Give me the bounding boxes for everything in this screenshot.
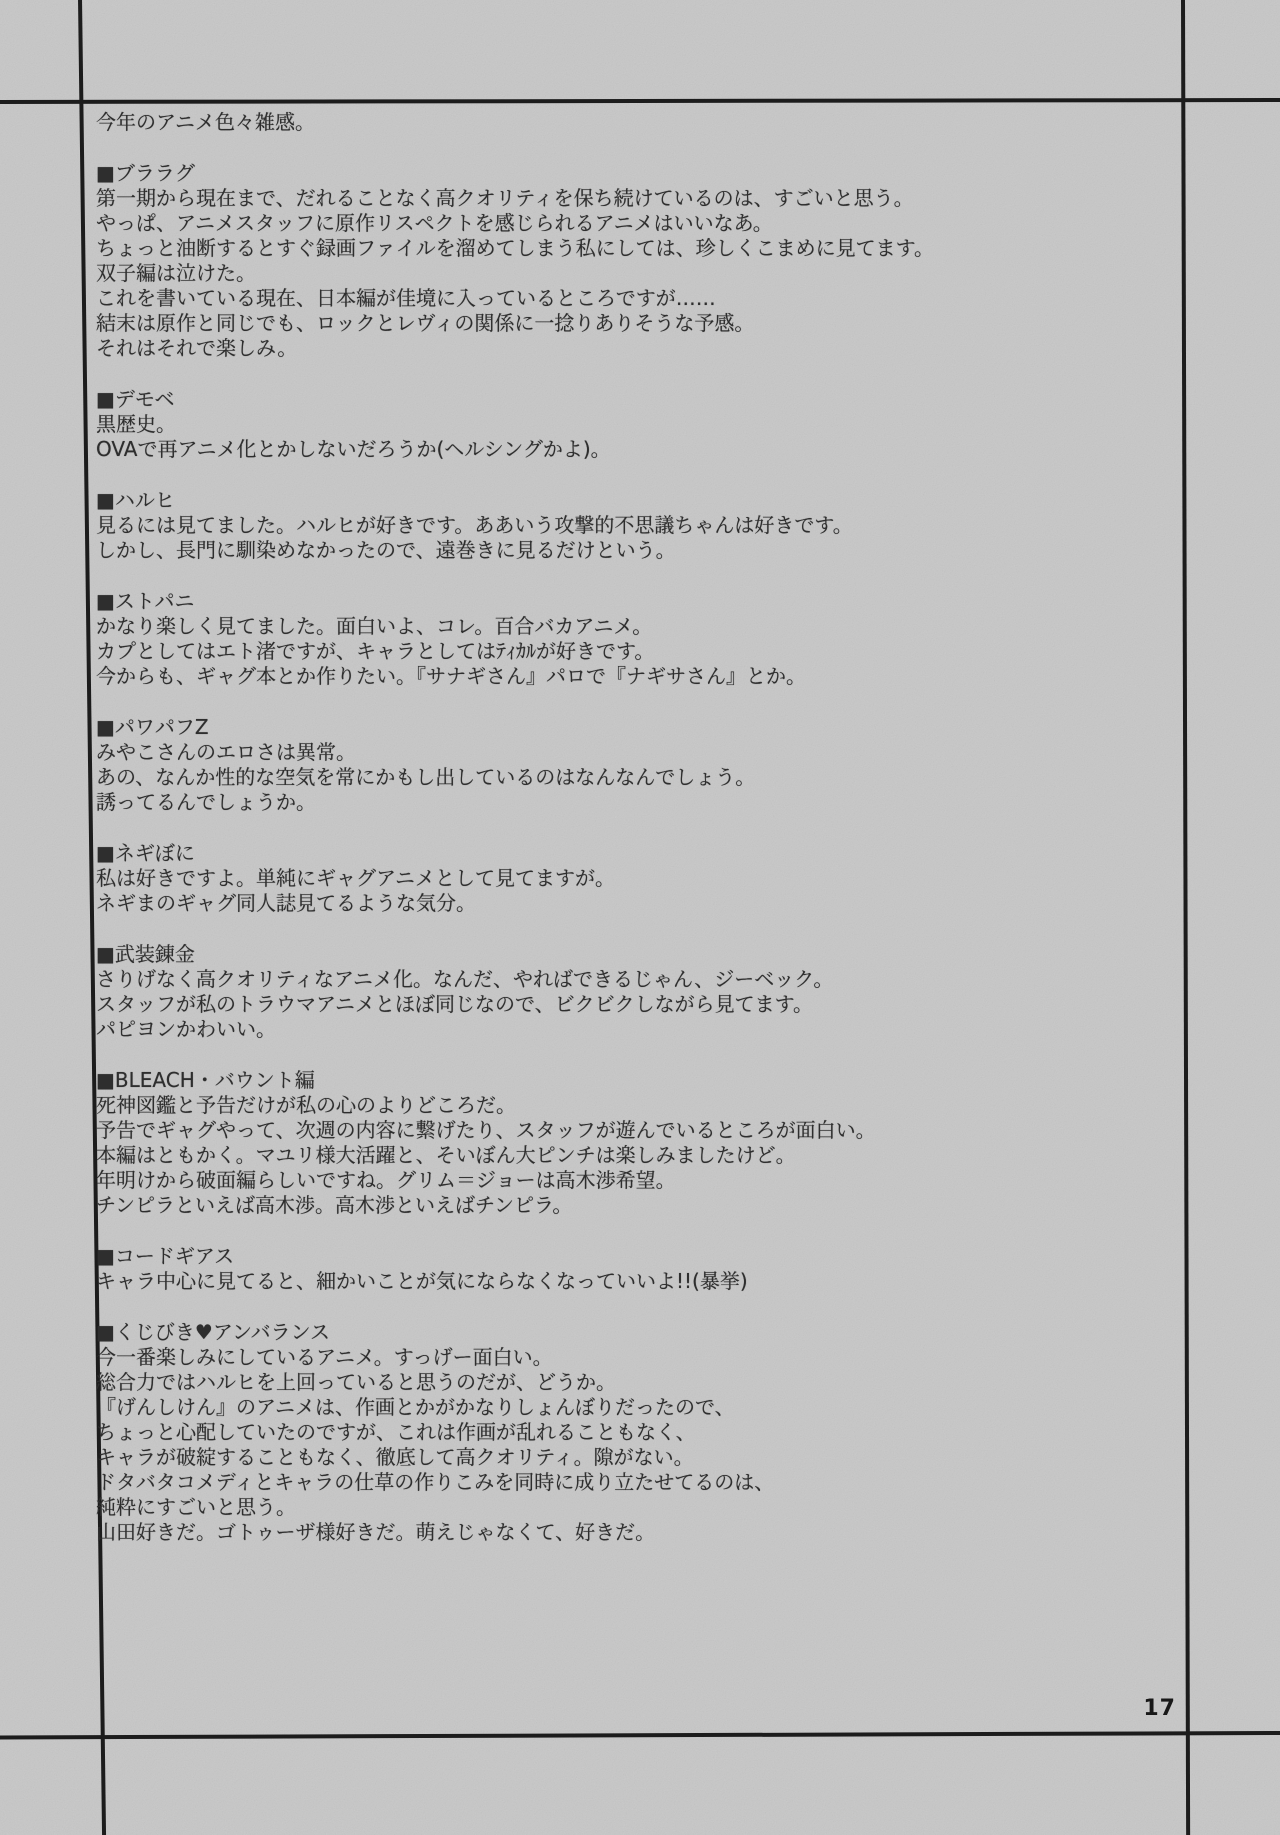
section-line: 見るには見てました。ハルヒが好きです。ああいう攻撃的不思議ちゃんは好きです。 [96, 513, 853, 537]
section-heading: ■ブララグ [96, 161, 195, 185]
section-line: 山田好きだ。ゴトゥーザ様好きだ。萌えじゃなくて、好きだ。 [96, 1520, 656, 1544]
section-line: それはそれで楽しみ。 [96, 336, 298, 360]
section-line: 第一期から現在まで、だれることなく高クオリティを保ち続けているのは、すごいと思う。 [96, 186, 914, 210]
section-line: 純粋にすごいと思う。 [96, 1495, 296, 1519]
section-line: 今一番楽しみにしているアニメ。すっげー面白い。 [96, 1345, 553, 1369]
section-demonbane [96, 387, 966, 462]
page-number: 17 [1143, 1696, 1176, 1721]
section-line: さりげなく高クオリティなアニメ化。なんだ、やればできるじゃん、ジーベック。 [96, 967, 834, 991]
section-line: チンピラといえば高木渉。高木渉といえばチンピラ。 [96, 1193, 573, 1217]
section-line: やっぱ、アニメスタッフに原作リスペクトを感じられるアニメはいいなあ。 [96, 211, 773, 235]
section-heading: ■BLEACH・バウント編 [96, 1068, 315, 1092]
section-haruhi [96, 488, 966, 563]
section-codegeass [96, 1244, 966, 1294]
section-heading: ■ハルヒ [96, 488, 175, 512]
section-heading: ■ネギぼに [96, 841, 195, 865]
section-line: みやこさんのエロさは異常。 [96, 740, 356, 764]
page-border-bottom [0, 1731, 1280, 1739]
section-powerpuffz [96, 715, 966, 815]
page-border-top [0, 98, 1280, 104]
page-content [96, 110, 966, 1545]
section-bleach [96, 1068, 966, 1218]
section-busourenkin [96, 942, 966, 1042]
section-heading: ■武装錬金 [96, 942, 195, 966]
section-line: キャラ中心に見てると、細かいことが気にならなくなっていいよ!!(暴挙) [96, 1269, 748, 1293]
section-line: 総合力ではハルヒを上回っていると思うのだが、どうか。 [96, 1370, 616, 1394]
section-line: 誘ってるんでしょうか。 [96, 790, 316, 814]
section-line: 結末は原作と同じでも、ロックとレヴィの関係に一捻りありそうな予感。 [96, 311, 755, 335]
section-line: キャラが破綻することもなく、徹底して高クオリティ。隙がない。 [96, 1445, 694, 1469]
section-heading: ■ストパニ [96, 589, 195, 613]
section-heading: ■パワパフZ [96, 715, 209, 739]
section-line: 死神図鑑と予告だけが私の心のよりどころだ。 [96, 1093, 516, 1117]
section-line: 黒歴史。 [96, 412, 176, 436]
section-line: 双子編は泣けた。 [96, 261, 256, 285]
section-line: ネギまのギャグ同人誌見てるような気分。 [96, 891, 476, 915]
section-heading: ■コードギアス [96, 1244, 235, 1268]
section-kujibiki-unbalance [96, 1320, 966, 1545]
section-line: 私は好きですよ。単純にギャグアニメとして見てますが。 [96, 866, 615, 890]
section-line: 本編はともかく。マユリ様大活躍と、そいぼん大ピンチは楽しみましたけど。 [96, 1143, 796, 1167]
section-heading: ■デモベ [96, 387, 175, 411]
section-line: あの、なんか性的な空気を常にかもし出しているのはなんなんでしょう。 [96, 765, 756, 789]
section-blacklagoon [96, 161, 966, 361]
section-strawberrypanic [96, 589, 966, 689]
section-line: パピヨンかわいい。 [96, 1017, 276, 1041]
section-line: スタッフが私のトラウマアニメとほぼ同じなので、ビクビクしながら見てます。 [96, 992, 813, 1016]
section-line: 予告でギャグやって、次週の内容に繋げたり、スタッフが遊んでいるところが面白い。 [96, 1118, 876, 1142]
section-line: 今からも、ギャグ本とか作りたい。『サナギさん』パロで『ナギサさん』とか。 [96, 664, 806, 688]
section-heading: ■くじびき♥アンバランス [96, 1320, 331, 1344]
section-line: OVAで再アニメ化とかしないだろうか(ヘルシングかよ)。 [96, 437, 611, 461]
section-line: しかし、長門に馴染めなかったので、遠巻きに見るだけという。 [96, 538, 676, 562]
section-line: ドタバタコメディとキャラの仕草の作りこみを同時に成り立たせてるのは、 [96, 1470, 775, 1494]
section-line: 年明けから破面編らしいですね。グリム＝ジョーは高木渉希望。 [96, 1168, 676, 1192]
section-line: 『げんしけん』のアニメは、作画とかがかなりしょんぼりだったので、 [96, 1395, 735, 1419]
section-line: これを書いている現在、日本編が佳境に入っているところですが…… [96, 286, 716, 310]
page-border-right [1181, 0, 1190, 1835]
section-line: カプとしてはエト渚ですが、キャラとしてはﾃｨｶﾙが好きです。 [96, 639, 655, 663]
page-title: 今年のアニメ色々雑感。 [96, 110, 315, 134]
section-negibozu [96, 841, 966, 916]
section-line: かなり楽しく見てました。面白いよ、コレ。百合バカアニメ。 [96, 614, 653, 638]
section-line: ちょっと心配していたのですが、これは作画が乱れることもなく、 [96, 1420, 696, 1444]
section-line: ちょっと油断するとすぐ録画ファイルを溜めてしまう私にしては、珍しくこまめに見てます。 [96, 236, 934, 260]
